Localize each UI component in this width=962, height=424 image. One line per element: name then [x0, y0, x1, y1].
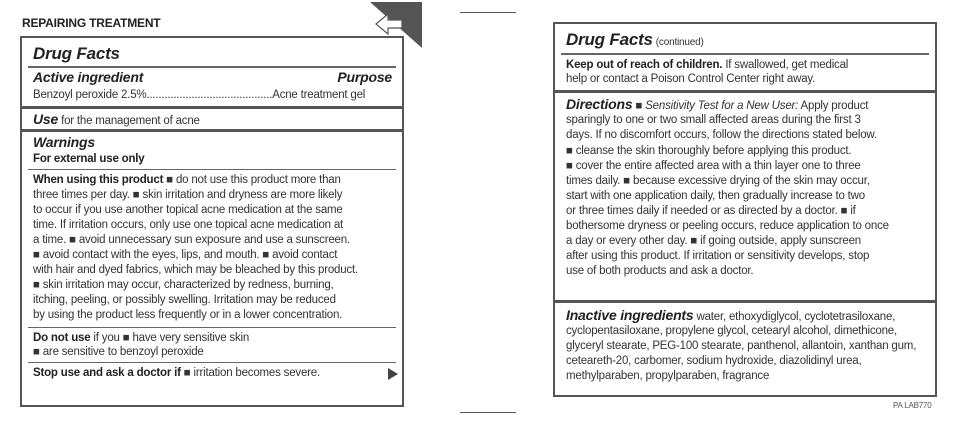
continued-label: (continued) — [655, 37, 704, 48]
purpose-heading: Purpose — [337, 69, 392, 85]
keep-out-heading: Keep out of reach of children. — [566, 59, 723, 71]
when-using-line: itching, peeling, or possibly swelling. Irritation may be reduced — [33, 294, 336, 306]
warnings-heading: Warnings — [33, 134, 95, 150]
label-code: PA LAB770 — [893, 401, 932, 410]
directions-line-0: Directions ■ Sensitivity Test for a New User: Apply product — [566, 96, 869, 112]
inactive-line: methylparaben, propylparaben, fragrance — [566, 370, 770, 382]
drug-facts-panel-right — [553, 22, 937, 397]
when-using-line: with hair and dyed fabrics, which may be bleached by this product. — [33, 264, 358, 276]
directions-line: ■ cleanse the skin thoroughly before applying this product. — [566, 145, 852, 157]
fold-mark-top — [460, 12, 516, 13]
stop-use-heading: Stop use and ask a doctor if — [33, 367, 181, 379]
external-use-text: For external use only — [33, 153, 145, 165]
do-not-use-heading: Do not use — [33, 332, 91, 344]
directions-line: bothersome dryness or peeling occurs, reduce application to once — [566, 220, 889, 232]
directions-line: or three times daily if needed or as directed by a doctor. ■ if — [566, 205, 856, 217]
inactive-heading: Inactive ingredients — [566, 307, 694, 323]
when-using-line: to occur if you use another topical acne medication at the same — [33, 204, 343, 216]
when-using-line: by using the product less frequently or in a lower concentration. — [33, 309, 343, 321]
directions-line: use of both products and ask a doctor. — [566, 265, 754, 277]
drug-facts-title: Drug Facts — [33, 44, 120, 63]
active-ingredient-line: Benzoyl peroxide 2.5%..........................................Acne treatment gel — [33, 89, 366, 101]
inactive-line-0: Inactive ingredients water, ethoxydiglycol, cyclotetrasiloxane, — [566, 307, 896, 323]
use-heading: Use — [33, 111, 59, 127]
directions-line: sparingly to one or two small affected areas during the first 3 — [566, 114, 861, 126]
when-using-line: time. If irritation occurs, only use one topical acne medication at — [33, 219, 344, 231]
continue-arrow-icon — [388, 368, 398, 380]
directions-line: days. If no discomfort occurs, follow the directions stated below. — [566, 129, 877, 141]
when-using-line: three times per day. ■ skin irritation and dryness are more likely — [33, 189, 343, 201]
keep-out-line-1: Keep out of reach of children. If swallowed, get medical — [566, 59, 849, 71]
keep-out-line-2: help or contact a Poison Control Center right away. — [566, 73, 816, 85]
when-using-line-0: When using this product ■ do not use this product more than — [33, 174, 341, 186]
inactive-line: glyceryl stearate, PEG-100 stearate, panthenol, allantoin, xanthan gum, — [566, 340, 917, 352]
when-using-line: ■ skin irritation may occur, characterized by redness, burning, — [33, 279, 334, 291]
active-ingredient-heading: Active ingredient — [33, 69, 144, 85]
directions-line: after using this product. If irritation or sensitivity develops, stop — [566, 250, 870, 262]
directions-line: start with one application daily, then gradually increase to two — [566, 190, 865, 202]
product-tag: REPAIRING TREATMENT — [22, 16, 161, 30]
inactive-line: cyclopentasiloxane, propylene glycol, cetearyl alcohol, dimethicone, — [566, 325, 897, 337]
directions-line: times daily. ■ because excessive drying of the skin may occur, — [566, 175, 870, 187]
when-using-line: a time. ■ avoid unnecessary sun exposure and use a sunscreen. — [33, 234, 350, 246]
when-using-line: ■ avoid contact with the eyes, lips, and mouth. ■ avoid contact — [33, 249, 338, 261]
directions-line: a day or every other day. ■ if going outside, apply sunscreen — [566, 235, 861, 247]
directions-line: ■ cover the entire affected area with a thin layer one to three — [566, 160, 861, 172]
drug-facts-title-continued — [566, 30, 704, 50]
fold-mark-bottom — [460, 412, 516, 413]
stop-use-section — [33, 366, 320, 380]
directions-heading: Directions — [566, 96, 633, 112]
drug-facts-panel-left — [20, 36, 404, 407]
do-not-use-section: Do not use if you ■ have very sensitive skin — [33, 332, 250, 344]
when-using-heading: When using this product — [33, 174, 164, 186]
use-text: for the management of acne — [61, 115, 200, 127]
drug-facts-title: Drug Facts — [566, 30, 653, 49]
stop-use-text: ■ irritation becomes severe. — [183, 367, 320, 379]
inactive-line: ceteareth-20, carbomer, sodium hydroxide, diazolidinyl urea, — [566, 355, 862, 367]
use-section — [33, 111, 200, 128]
do-not-use-line: ■ are sensitive to benzoyl peroxide — [33, 346, 204, 358]
